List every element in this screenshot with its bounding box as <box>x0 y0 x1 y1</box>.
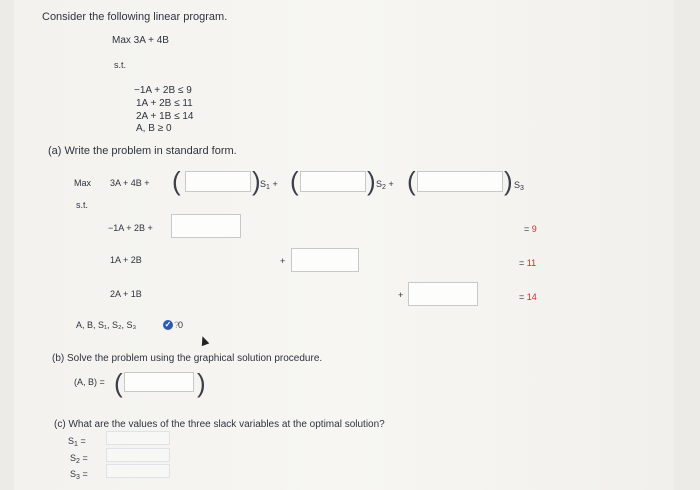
constraint-4: A, B ≥ 0 <box>136 123 172 134</box>
constraint-2: 1A + 2B ≤ 11 <box>136 98 193 109</box>
constraint-3-slack-input[interactable] <box>408 282 478 306</box>
constraint-3: 2A + 1B ≤ 14 <box>136 111 194 122</box>
constraint-1: −1A + 2B ≤ 9 <box>134 85 192 96</box>
constraint-2-slack-input[interactable] <box>291 248 359 272</box>
relation-select[interactable]: ? <box>174 320 180 330</box>
constraint-3-plus: + <box>398 290 404 300</box>
nonnegativity-rhs: 0 <box>178 320 184 330</box>
objective-expression: 3A + 4B + <box>110 178 150 188</box>
std-constraint-3-lhs: 2A + 1B <box>110 289 142 299</box>
slack-s3-input[interactable] <box>106 464 170 478</box>
s3-term-label: $S_3$ <box>514 180 524 192</box>
status-check-icon: ✓ <box>164 320 172 329</box>
objective: Max 3A + 4B <box>112 35 169 46</box>
intro-text: Consider the following linear program. <box>42 11 228 23</box>
part-b-question: (b) Solve the problem using the graphical solution procedure. <box>52 353 323 364</box>
slack-s2-input[interactable] <box>106 448 170 462</box>
part-c-question: (c) What are the values of the three slack variables at the optimal solution? <box>54 419 385 430</box>
max-label: Max <box>74 178 92 188</box>
slack-s1-input[interactable] <box>106 431 170 445</box>
nonnegativity-variables: A, B, S₁, S₂, S₃ <box>76 320 137 330</box>
s1-term-label: $S_1$ + <box>260 179 278 191</box>
constraint-1-rhs: = 9 <box>524 224 537 234</box>
s2-term-label: $S_2$ + <box>376 179 394 191</box>
slack-s2-label: $S_2$ = <box>70 453 88 465</box>
slack-s1-label: $S_1$ = <box>68 436 86 448</box>
st-label: s.t. <box>114 60 127 70</box>
constraint-1-slack-input[interactable] <box>171 214 241 238</box>
constraint-2-plus: + <box>280 256 286 266</box>
s3-coefficient-input[interactable] <box>417 171 503 192</box>
std-constraint-2-lhs: 1A + 2B <box>110 255 142 265</box>
slack-s3-label: $S_3$ = <box>70 469 88 481</box>
s2-coefficient-input[interactable] <box>300 171 366 192</box>
s1-coefficient-input[interactable] <box>185 171 251 192</box>
std-constraint-1-lhs: −1A + 2B + <box>108 223 153 233</box>
solution-input[interactable] <box>124 372 194 392</box>
part-a-question: (a) Write the problem in standard form. <box>48 145 237 157</box>
constraint-3-rhs: = 14 <box>519 292 537 302</box>
problem-page: Consider the following linear program. Max 3A + 4B s.t. −1A + 2B ≤ 9 1A + 2B ≤ 11 2A + 1B ≤ 14 A, B ≥ 0 (a) Write the problem in standard form. Max 3A + 4B + ( ) $S_1$ + ( ) $S_2$ + ( ) $S_3$ s.t. −1A + 2B + = 9 1A + 2B + = 11 2A + 1B + = 14 A, B, S₁, S₂, S₃ ? ✓ 0 (b) Solve the problem using the graphical solution procedure. (A, B) = ( ) (c) What are the values of the three slack variables at the optimal solution? $S_1$ = $S_2$ = $S_3$ = <box>14 0 674 490</box>
solution-label: (A, B) = <box>74 377 105 387</box>
mouse-pointer-icon <box>199 335 210 346</box>
standard-st-label: s.t. <box>76 200 89 210</box>
constraint-2-rhs: = 11 <box>519 258 537 268</box>
